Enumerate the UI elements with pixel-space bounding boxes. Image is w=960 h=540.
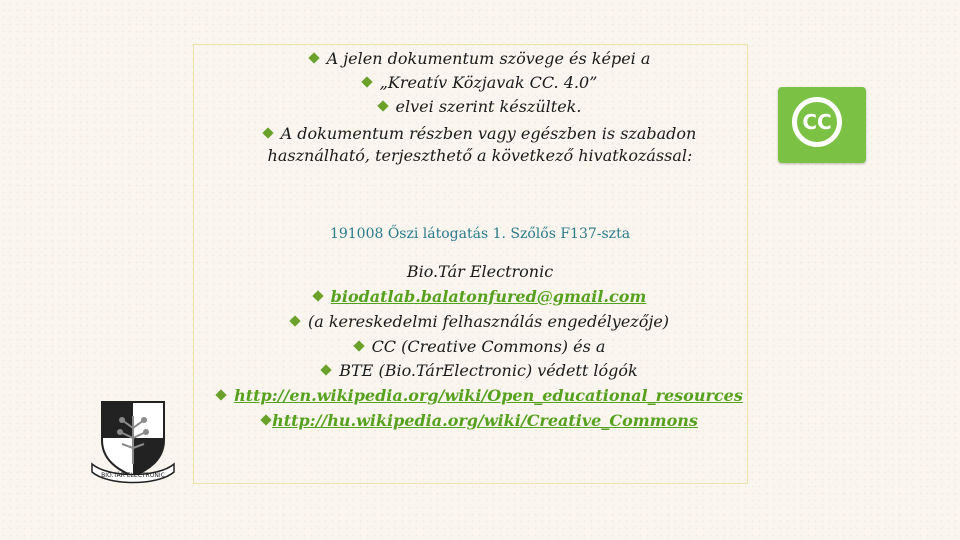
- intro-line-3: elvei szerint készültek.: [0, 97, 960, 116]
- oer-link[interactable]: http://en.wikipedia.org/wiki/Open_educational_resources: [234, 386, 743, 405]
- intro-line-2: „Kreatív Közjavak CC. 4.0”: [0, 73, 960, 92]
- bullet-icon: [289, 315, 300, 326]
- license-holder-line: (a kereskedelmi felhasználás engedélyezője): [0, 312, 960, 331]
- bte-line: BTE (Bio.TárElectronic) védett lógók: [0, 361, 960, 380]
- cc-badge-text: CC: [802, 110, 832, 134]
- reference-text: 191008 Őszi látogatás 1. Szőlős F137-szta: [329, 226, 631, 242]
- bullet-icon: [377, 100, 388, 111]
- credits-title: Bio.Tár Electronic: [406, 262, 554, 281]
- bullet-icon: [321, 364, 332, 375]
- bullet-icon: [260, 414, 271, 425]
- logo-text: BIO.TÁR ELECTRONIC: [101, 472, 165, 479]
- bullet-icon: [308, 52, 319, 63]
- bullet-icon: [312, 290, 323, 301]
- creative-commons-icon: [778, 87, 866, 163]
- email-line: [0, 287, 960, 306]
- intro-line-1: A jelen dokumentum szövege és képei a: [0, 49, 960, 68]
- intro-line-4: A dokumentum részben vagy egészben is szabadon: [0, 124, 960, 143]
- bullet-icon: [262, 127, 273, 138]
- biotar-shield-logo-icon: [88, 398, 178, 486]
- bullet-icon: [215, 389, 226, 400]
- cc-wiki-link[interactable]: http://hu.wikipedia.org/wiki/Creative_Commons: [272, 411, 698, 430]
- bullet-icon: [353, 340, 364, 351]
- bullet-icon: [361, 76, 372, 87]
- cc-line: CC (Creative Commons) és a: [0, 337, 960, 356]
- intro-line-5: használható, terjeszthető a következő hivatkozással:: [267, 146, 693, 165]
- email-link[interactable]: biodatlab.balatonfured@gmail.com: [330, 287, 647, 306]
